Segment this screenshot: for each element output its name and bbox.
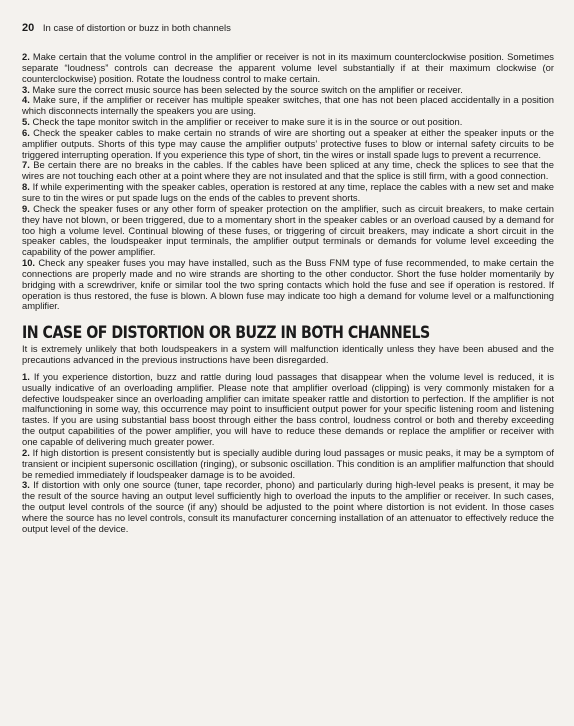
item-text: Check the speaker cables to make certain no strands of wire are shorting out a speaker at either the speaker inputs or the amplifier outputs. Shorts of this type may cause the amplifier outputs’ protective fuses to blow or internal safety circuits to be triggered interrupting operation. If you experience this type of short, tin the wires or install spade lugs to prevent a recurrence. bbox=[22, 126, 554, 160]
section-intro: It is extremely unlikely that both loudspeakers in a system will malfunction identically unless they have been abused and the precautions advanced in the previous instructions have been disregarded. bbox=[22, 343, 554, 366]
item-number: 8. bbox=[22, 181, 30, 193]
item-text: If while experimenting with the speaker cables, operation is restored at any time, replace the cables with a new set and make sure to tin the wires or put spade lugs on the ends of the cables to prevent shorts. bbox=[22, 181, 554, 203]
list-item bbox=[22, 480, 554, 534]
section-body bbox=[22, 344, 554, 534]
running-head bbox=[22, 22, 554, 35]
troubleshooting-list-top bbox=[22, 52, 554, 312]
page-number: 20 bbox=[22, 22, 35, 34]
item-text: Be certain there are no breaks in the cables. If the cables have been spliced at any time, check the splices to see that the wires are not touching each other at a point where they are not insulated and that the splice is still firm, with a good connection. bbox=[22, 159, 554, 182]
item-number: 6. bbox=[22, 126, 30, 138]
item-number: 5. bbox=[22, 116, 30, 128]
running-title: In case of distortion or buzz in both channels bbox=[42, 23, 231, 34]
item-number: 2. bbox=[22, 51, 30, 62]
item-number: 3. bbox=[22, 83, 30, 95]
item-text: If high distortion is present consistently but is specially audible during loud passages or music peaks, it may be a symptom of transient or incipient supersonic oscillation (ringing), or subsonic oscillation. This condition is an amplifier malfunction that should be remedied immediately if loudspeaker damage is to be avoided. bbox=[22, 446, 554, 480]
item-text: Make certain that the volume control in the amplifier or receiver is not in its maximum counterclockwise position. Sometimes separate “loudness” controls can decrease the apparent volume level substantially if at their maximum clockwise (or counterclockwise) position. Rotate the loudness control to make certain. bbox=[22, 51, 554, 84]
list-item bbox=[22, 52, 554, 85]
item-number: 1. bbox=[22, 370, 30, 382]
item-text: If distortion with only one source (tuner, tape recorder, phono) and particularly during high-level peaks is present, it may be the result of the source having an output level sufficiently high to overload the inputs to the amplifier or receiver. In such cases, the output level controls of the source (if any) should be adjusted to the point where distortion is not evident. In those cases where the source has no level controls, consult its manufacturer concerning installation of an attenuator to effectively reduce the output level of the device. bbox=[22, 479, 555, 534]
list-item bbox=[22, 182, 554, 204]
list-item bbox=[22, 204, 554, 258]
list-item bbox=[22, 160, 554, 182]
section-heading: IN CASE OF DISTORTION OR BUZZ IN BOTH CHANNELS bbox=[22, 323, 430, 343]
item-number: 9. bbox=[22, 202, 30, 214]
item-number: 4. bbox=[22, 94, 30, 106]
item-text: Check the speaker fuses or any other form of speaker protection on the amplifier, such as circuit breakers, to make certain they have not blown, or been triggered, due to a momentary short in the speaker cables or an overload caused by a demand for too high a volume level. Continual blowing of these fuses, or triggering of circuit breakers, may indicate a short circuit in the speaker cables, the loudspeaker input terminals, the amplifier output terminals or demands for volume level exceeding the capability of the power amplifier. bbox=[22, 202, 554, 258]
item-number: 2. bbox=[22, 446, 30, 458]
item-text: Make sure the correct music source has been selected by the source switch on the amplifier or receiver. bbox=[32, 83, 463, 95]
item-text: Check any speaker fuses you may have installed, such as the Buss FNM type of fuse recommended, to make certain the connections are properly made and no wire strands are shorting to the other conductor. Short the fuse holder momentarily by bridging with a screwdriver, knife or similar tool the two spring contacts which hold the fuse and see if operation is restored. If operation is thus restored, the fuse is blown. A blown fuse may indicate too high a demand for volume level or a malfunctioning amplifier. bbox=[22, 257, 554, 312]
item-number: 10. bbox=[22, 257, 36, 269]
item-number: 7. bbox=[22, 159, 30, 171]
list-item bbox=[22, 95, 554, 117]
item-text: Check the tape monitor switch in the amplifier or receiver to make sure it is in the source or out position. bbox=[32, 116, 463, 128]
item-number: 3. bbox=[22, 479, 30, 491]
item-text: If you experience distortion, buzz and rattle during loud passages that disappear when the volume level is reduced, it is usually indicative of an overloading amplifier. Please note that amplifier overload (clipping) is very commonly mistaken for a defective loudspeaker since an overloading amplifier can imitate speaker rattle and distortion to perfection. If the amplifier is not malfunctioning in some way, this occurrence may point to insufficient output power for your specific listening room and listening tastes. If you are using substantial bass boost through either the bass control, loudness control or both and thereby exceeding the output capabilities of the power amplifier, you will have to reduce these demands or replace the amplifier or receiver with one capable of delivering much greater power. bbox=[22, 370, 555, 447]
list-item bbox=[22, 372, 554, 448]
list-item bbox=[22, 448, 554, 481]
item-text: Make sure, if the amplifier or receiver has multiple speaker switches, that one has not been placed accidentally in a position which disconnects internally the speakers you are using. bbox=[22, 94, 554, 117]
list-item bbox=[22, 128, 554, 161]
list-item bbox=[22, 258, 554, 312]
